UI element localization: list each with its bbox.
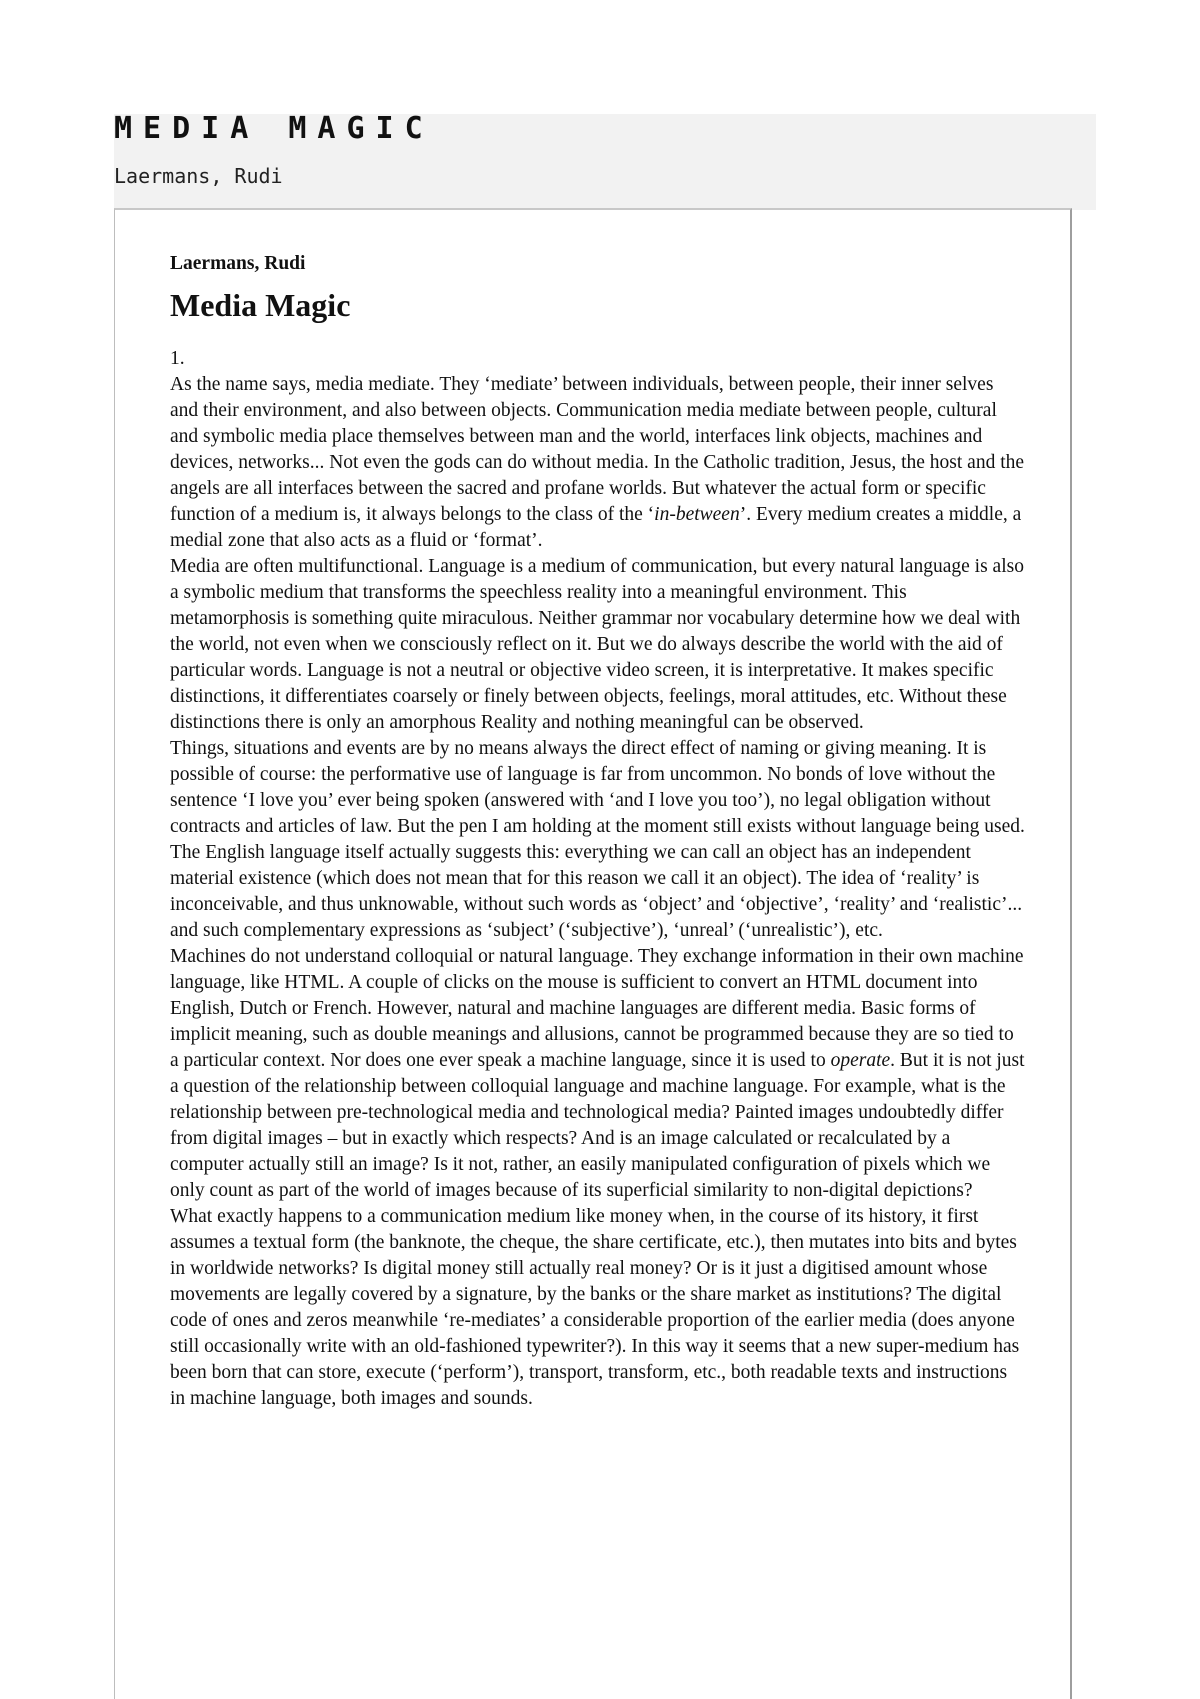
paragraph bbox=[170, 554, 1025, 736]
paragraph-text: Media are often multifunctional. Language is a medium of communication, but every natural language is also a symbolic medium that transforms the speechless reality into a meaningful environment. This metamorphosis is something quite miraculous. Neither grammar nor vocabulary determine how we deal with the world, not even when we consciously reflect on it. But we do always describe the world with the aid of particular words. Language is not a neutral or objective video screen, it is interpretative. It makes specific distinctions, it differentiates coarsely or finely between objects, feelings, moral attitudes, etc. Without these distinctions there is only an amorphous Reality and nothing meaningful can be observed. bbox=[170, 556, 1024, 733]
site-header bbox=[114, 111, 1096, 210]
paragraph-text: Machines do not understand colloquial or natural language. They exchange information in their own machine language, like HTML. A couple of clicks on the mouse is sufficient to convert an HTML document into English, Dutch or French. However, natural and machine languages are different media. Basic forms of implicit meaning, such as double meanings and allusions, cannot be programmed because they are so tied to a particular context. Nor does one ever speak a machine language, since it is used to bbox=[170, 946, 1024, 1071]
article-body bbox=[170, 346, 1025, 1412]
article-author: Laermans, Rudi bbox=[170, 253, 306, 274]
document-frame[interactable] bbox=[114, 208, 1072, 1699]
emphasis-text: operate bbox=[830, 1050, 891, 1071]
paragraph-text: . But it is not just a question of the relationship between colloquial language and machine language. For example, what is the relationship between pre-technological media and technological media? Painted images undoubtedly differ from digital images – but in exactly which respects? And is an image calculated or recalculated by a computer actually still an image? Is it not, rather, an easily manipulated configuration of pixels which we only count as part of the world of images because of its superficial similarity to non-digital depictions? bbox=[170, 1050, 1025, 1201]
paragraph-text: What exactly happens to a communication medium like money when, in the course of its history, it first assumes a textual form (the banknote, the cheque, the share certificate, etc.), then mutates into bits and bytes in worldwide networks? Is digital money still actually real money? Or is it just a digitised amount whose movements are legally covered by a signature, by the banks or the share market as institutions? The digital code of ones and zeros meanwhile ‘re-mediates’ a considerable proportion of the earlier media (does anyone still occasionally write with an old-fashioned typewriter?). In this way it seems that a new super-medium has been born that can store, execute (‘perform’), transport, transform, etc., both readable texts and instructions in machine language, both images and sounds. bbox=[170, 1206, 1020, 1409]
paragraph-text: As the name says, media mediate. They ‘mediate’ between individuals, between people, their inner selves and their environment, and also between objects. Communication media mediate between people, cultural and symbolic media place themselves between man and the world, interfaces link objects, machines and devices, networks... Not even the gods can do without media. In the Catholic tradition, Jesus, the host and the angels are all interfaces between the sacred and profane worlds. But whatever the actual form or specific function of a medium is, it always belongs to the class of the ‘ bbox=[170, 374, 1025, 525]
site-author: Laermans, Rudi bbox=[114, 164, 283, 188]
article bbox=[170, 252, 1025, 1412]
article-title: Media Magic bbox=[170, 287, 351, 323]
paragraph bbox=[170, 372, 1025, 554]
emphasis-text: in-between bbox=[654, 504, 740, 525]
paragraph bbox=[170, 1204, 1025, 1412]
paragraph bbox=[170, 736, 1025, 944]
site-title: MEDIA MAGIC bbox=[114, 111, 434, 146]
paragraph-text: ’. Every medium creates a middle, a medial zone that also acts as a fluid or ‘format’. bbox=[170, 504, 1022, 551]
paragraph-text: Things, situations and events are by no means always the direct effect of naming or giving meaning. It is possible of course: the performative use of language is far from uncommon. No bonds of love without the sentence ‘I love you’ ever being spoken (answered with ‘and I love you too’), no legal obligation without contracts and articles of law. But the pen I am holding at the moment still exists without language being used. The English language itself actually suggests this: everything we can call an object has an independent material existence (which does not mean that for this reason we call it an object). The idea of ‘reality’ is inconceivable, and thus unknowable, without such words as ‘object’ and ‘objective’, ‘reality’ and ‘realistic’... and such complementary expressions as ‘subject’ (‘subjective’), ‘unreal’ (‘unrealistic’), etc. bbox=[170, 738, 1025, 941]
section-number: 1. bbox=[170, 348, 185, 369]
paragraph bbox=[170, 944, 1025, 1204]
